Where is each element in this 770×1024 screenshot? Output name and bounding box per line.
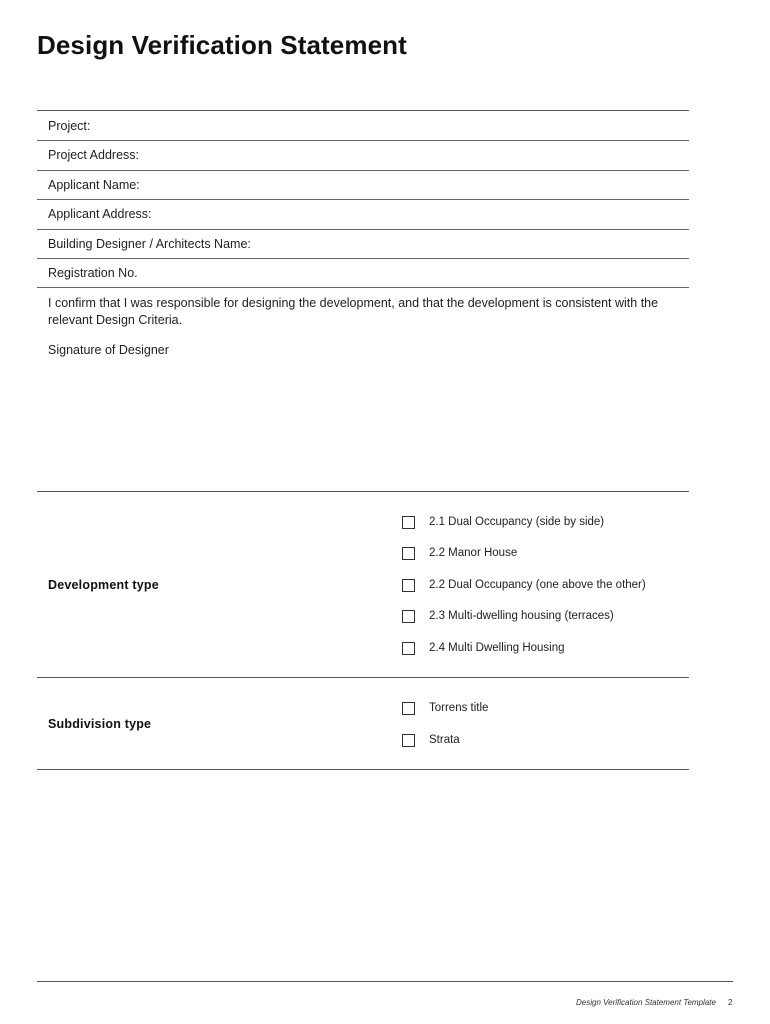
option-label: 2.3 Multi-dwelling housing (terraces) [429,610,614,622]
sub-option-torrens[interactable] [402,700,488,716]
footer-divider [37,981,733,982]
divider [37,110,689,111]
dev-option-manor-house[interactable] [402,545,517,561]
divider [37,229,689,230]
applicant-address-field[interactable]: Applicant Address: [48,207,152,221]
applicant-name-field[interactable]: Applicant Name: [48,178,140,192]
option-label: 2.2 Manor House [429,547,518,559]
project-field[interactable]: Project: [48,119,91,133]
divider [37,769,689,770]
subdivision-type-label: Subdivision type [48,717,152,731]
divider [37,287,689,288]
divider [37,677,689,678]
option-label: Strata [429,734,460,746]
project-address-field[interactable]: Project Address: [48,148,140,162]
signature-field[interactable]: Signature of Designer [48,343,169,357]
checkbox[interactable] [402,610,415,623]
divider [37,491,689,492]
development-type-label: Development type [48,578,159,592]
option-label: 2.1 Dual Occupancy (side by side) [429,516,605,528]
divider [37,199,689,200]
dev-option-multi-dwelling[interactable] [402,640,565,656]
sub-option-strata[interactable] [402,732,460,748]
checkbox[interactable] [402,702,415,715]
confirmation-statement: I confirm that I was responsible for designing the development, and that the development is consistent with the relevant Design Criteria. [48,296,659,327]
registration-no-field[interactable]: Registration No. [48,266,138,280]
checkbox[interactable] [402,734,415,747]
footer-doc-title: Design Verification Statement Template [576,998,716,1007]
option-label: 2.2 Dual Occupancy (one above the other) [429,579,646,591]
dev-option-terraces[interactable] [402,608,614,624]
designer-name-field[interactable]: Building Designer / Architects Name: [48,237,251,251]
divider [37,258,689,259]
option-label: Torrens title [429,702,489,714]
checkbox[interactable] [402,547,415,560]
option-label: 2.4 Multi Dwelling Housing [429,642,565,654]
checkbox[interactable] [402,642,415,655]
dev-option-dual-stacked[interactable] [402,577,646,593]
page-number: 2 [728,998,733,1007]
checkbox[interactable] [402,516,415,529]
dev-option-dual-side[interactable] [402,514,604,530]
divider [37,140,689,141]
divider [37,170,689,171]
page-title: Design Verification Statement [37,30,407,60]
checkbox[interactable] [402,579,415,592]
